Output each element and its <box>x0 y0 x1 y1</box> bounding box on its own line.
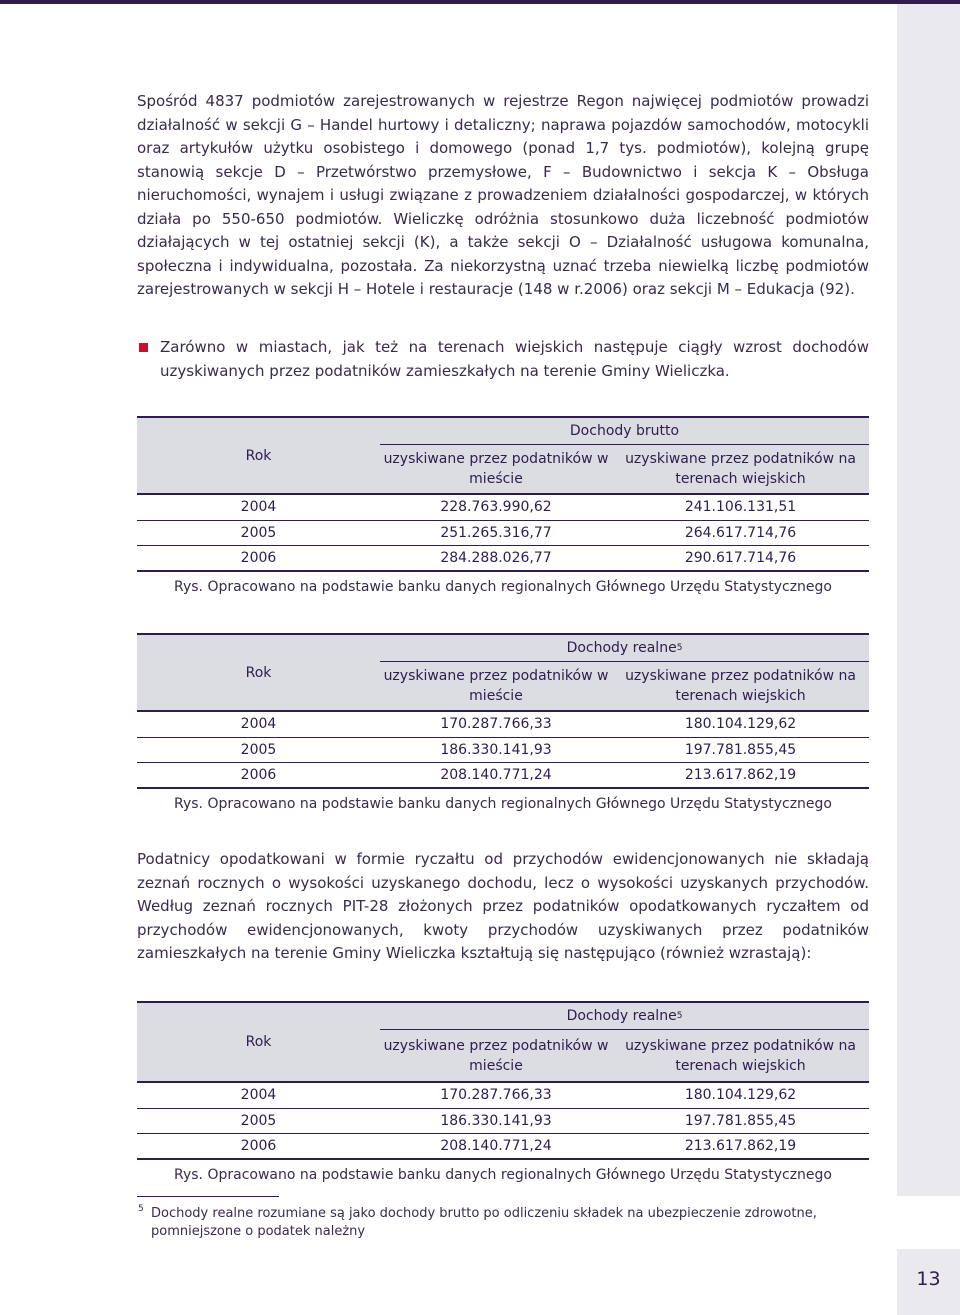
bullet-text: Zarówno w miastach, jak też na terenach wiejskich następuje ciągły wzrost dochodów uzyskiwanych przez podatników zamieszkałych na terenie Gminy Wieliczka. <box>160 338 869 380</box>
cell-city: 208.140.771,24 <box>440 1137 552 1154</box>
header-rural: uzyskiwane przez podatników na terenach wiejskich <box>625 451 856 487</box>
header-rok: Rok <box>245 1034 272 1050</box>
table-header <box>137 416 869 495</box>
header-rok: Rok <box>245 664 272 681</box>
page-number: 13 <box>916 1268 941 1290</box>
cell-year: 2006 <box>240 1137 277 1154</box>
cell-rural: 180.104.129,62 <box>684 1087 797 1104</box>
cell-year: 2006 <box>240 549 277 566</box>
cell-year: 2004 <box>240 499 277 516</box>
paragraph-intro: Spośród 4837 podmiotów zarejestrowanych w rejestrze Regon najwięcej podmiotów prowadzi działalność w sekcji G – Handel hurtowy i detaliczny; naprawa pojazdów samochodów, motocykli oraz artykułów użytku osobistego i domowego (ponad 1,7 tys. podmiotów), kolejną grupę stanowią sekcje D – Przetwórstwo przemysłowe, F – Budownictwo i sekcja K – Obsługa nieruchomości, wynajem i usługi związane z prowadzeniem działalności gospodarczej, w których działa po 550-650 podmiotów. Wieliczkę odróżnia stosunkowo duża liczebność podmiotów działających w tej ostatniej sekcji (K), a także sekcji O – Działalność usługowa komunalna, społeczna i indywidualna, pozostała. Za niekorzystną uznać trzeba niewielką liczbę podmiotów zarejestrowanych w sekcji H – Hotele i restauracje (148 w r.2006) oraz sekcji M – Edukacja (92). <box>137 92 869 298</box>
header-group-label: Dochody realne <box>566 640 677 656</box>
header-rural: uzyskiwane przez podatników na terenach wiejskich <box>625 668 856 704</box>
table-dochody-brutto <box>137 416 869 572</box>
cell-year: 2005 <box>240 741 277 758</box>
table-row <box>137 1083 869 1109</box>
cell-year: 2006 <box>240 766 277 783</box>
table-row <box>137 763 869 789</box>
cell-rural: 241.106.131,51 <box>684 499 797 516</box>
bullet-square-icon <box>139 343 148 352</box>
cell-rural: 213.617.862,19 <box>684 766 797 783</box>
cell-rural: 180.104.129,62 <box>684 716 797 733</box>
header-rok: Rok <box>245 447 272 464</box>
cell-city: 186.330.141,93 <box>440 741 552 758</box>
table-caption: Rys. Opracowano na podstawie banku danych regionalnych Głównego Urzędu Statystycznego <box>174 1167 832 1183</box>
table-row <box>137 546 869 572</box>
cell-rural: 264.617.714,76 <box>684 524 797 541</box>
header-group: Dochody realne 5 <box>380 1003 869 1030</box>
table-row <box>137 495 869 521</box>
table-przychody-realne <box>137 1001 869 1160</box>
cell-city: 208.140.771,24 <box>440 766 552 783</box>
cell-year: 2005 <box>240 1112 277 1129</box>
table-row <box>137 738 869 764</box>
cell-year: 2005 <box>240 524 277 541</box>
header-group-label: Dochody brutto <box>569 423 680 439</box>
top-rule <box>0 0 960 4</box>
footnote-rule <box>137 1196 279 1197</box>
table-caption: Rys. Opracowano na podstawie banku danych regionalnych Głównego Urzędu Statystycznego <box>174 796 832 812</box>
side-band <box>897 4 960 1196</box>
cell-rural: 213.617.862,19 <box>684 1137 797 1154</box>
cell-rural: 197.781.855,45 <box>684 1112 797 1129</box>
cell-rural: 197.781.855,45 <box>684 741 797 758</box>
cell-rural: 290.617.714,76 <box>684 549 797 566</box>
cell-year: 2004 <box>240 716 277 733</box>
table-dochody-realne <box>137 633 869 789</box>
table-row <box>137 712 869 738</box>
table-row <box>137 521 869 547</box>
cell-city: 284.288.026,77 <box>440 549 552 566</box>
header-group <box>380 418 869 445</box>
header-group-label: Dochody realne <box>566 1008 677 1024</box>
table-header <box>137 633 869 712</box>
header-city: uzyskiwane przez podatników w mieście <box>383 1037 609 1074</box>
header-group: Dochody realne 5 <box>380 635 869 662</box>
cell-city: 186.330.141,93 <box>440 1112 552 1129</box>
cell-city: 170.287.766,33 <box>440 716 552 733</box>
table-caption: Rys. Opracowano na podstawie banku danych regionalnych Głównego Urzędu Statystycznego <box>174 579 832 595</box>
cell-city: 228.763.990,62 <box>440 499 552 516</box>
bullet-point <box>137 336 869 383</box>
footnote-number: 5 <box>138 1204 144 1214</box>
table-row <box>137 1134 869 1160</box>
footnote-text: Dochody realne rozumiane są jako dochody brutto po odliczeniu składek na ubezpieczenie zdrowotne, pomniejszone o podatek należny <box>151 1206 817 1239</box>
cell-year: 2004 <box>240 1087 277 1104</box>
header-city: uzyskiwane przez podatników w mieście <box>383 668 609 704</box>
header-city: uzyskiwane przez podatników w mieście <box>383 451 609 487</box>
cell-city: 251.265.316,77 <box>440 524 552 541</box>
table-header <box>137 1001 869 1083</box>
cell-city: 170.287.766,33 <box>440 1087 552 1104</box>
header-rural: uzyskiwane przez podatników na terenach wiejskich <box>625 1037 856 1074</box>
table-row <box>137 1109 869 1135</box>
paragraph-ryczalt: Podatnicy opodatkowani w formie ryczałtu od przychodów ewidencjonowanych nie składają zeznań rocznych o wysokości uzyskanego dochodu, lecz o wysokości uzyskanych przychodów. Według zeznań rocznych PIT-28 złożonych przez podatników opodatkowanych ryczałtem od przychodów ewidencjonowanych, kwoty przychodów uzyskiwanych przez podatników zamieszkałych na terenie Gminy Wieliczka kształtują się następująco (również wzrastają): <box>137 850 869 962</box>
